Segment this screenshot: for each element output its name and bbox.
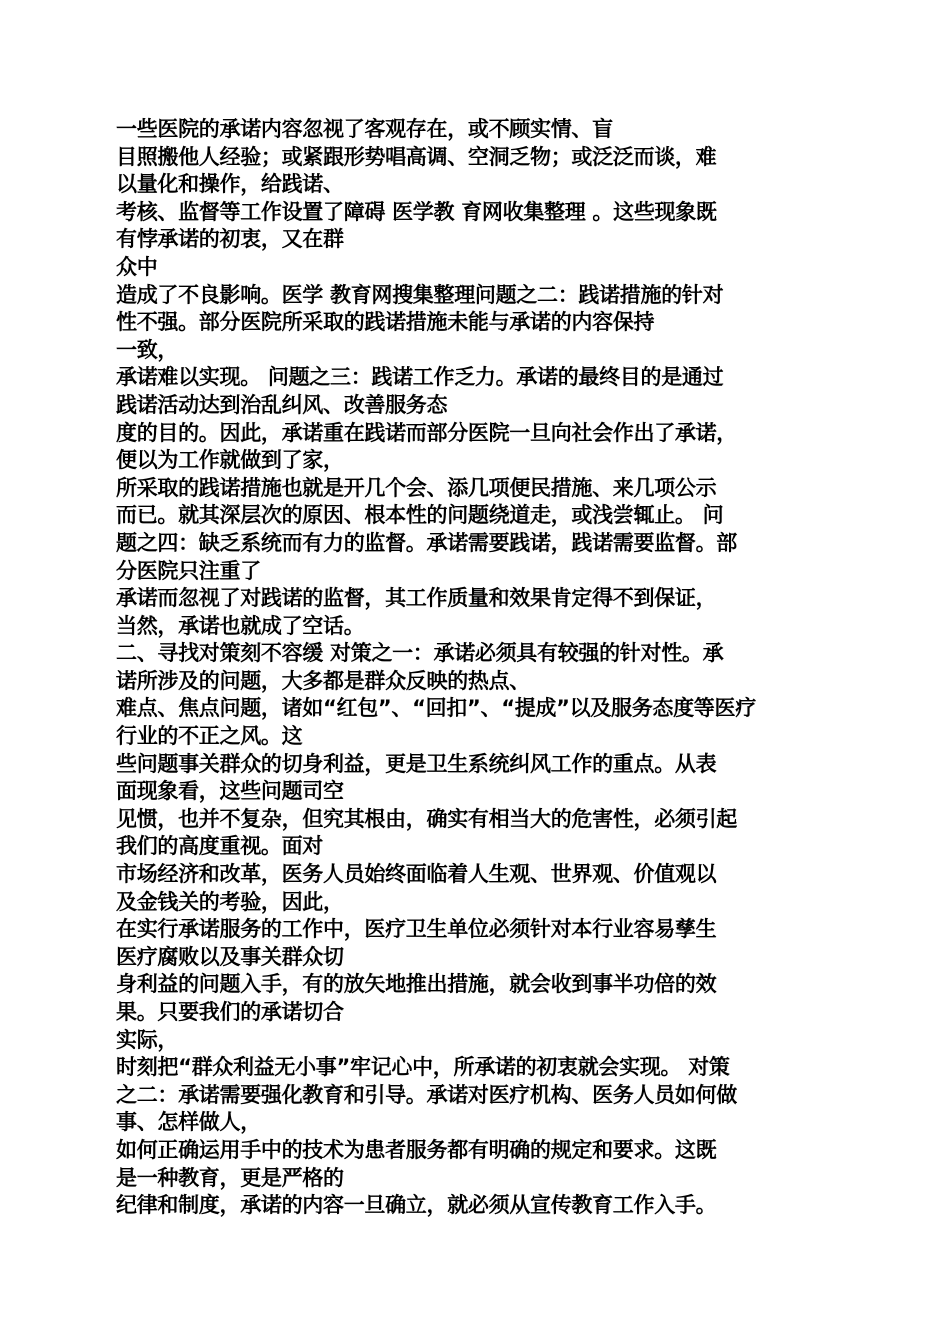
text-line: 在实行承诺服务的工作中，医疗卫生单位必须针对本行业容易孳生 (116, 917, 717, 942)
text-line: 之二：承诺需要强化教育和引导。承诺对医疗机构、医务人员如何做 (116, 1082, 737, 1107)
text-line: 果。只要我们的承诺切合 (116, 1000, 344, 1024)
text-line: 难点、焦点问题，诸如“红包”、“回扣”、“提成”以及服务态度等医疗 (116, 696, 756, 721)
text-line: 市场经济和改革，医务人员始终面临着人生观、世界观、价值观以 (116, 862, 717, 887)
text-line: 众中 (116, 254, 158, 279)
text-line: 见惯，也并不复杂，但究其根由，确实有相当大的危害性，必须引起 (116, 806, 737, 831)
text-line: 纪律和制度，承诺的内容一旦确立，就必须从宣传教育工作入手。 (116, 1193, 717, 1218)
text-line: 承诺难以实现。 问题之三：践诺工作乏力。承诺的最终目的是通过 (116, 365, 724, 390)
text-line: 二、寻找对策刻不容缓 对策之一：承诺必须具有较强的针对性。承 (116, 641, 724, 666)
text-line: 事、怎样做人， (116, 1110, 261, 1135)
text-line: 造成了不良影响。医学 教育网搜集整理问题之二：践诺措施的针对 (116, 282, 724, 307)
document-body-text (116, 116, 840, 1220)
text-line: 我们的高度重视。面对 (116, 834, 323, 859)
text-line: 时刻把“群众利益无小事”牢记心中，所承诺的初衷就会实现。 对策 (116, 1055, 730, 1080)
text-line: 分医院只注重了 (116, 558, 261, 583)
text-line: 所采取的践诺措施也就是开几个会、添几项便民措施、来几项公示 (116, 475, 717, 500)
text-line: 便以为工作就做到了家， (116, 448, 344, 473)
text-line: 一致， (116, 337, 179, 362)
text-line: 性不强。部分医院所采取的践诺措施未能与承诺的内容保持 (116, 310, 655, 335)
text-line: 考核、监督等工作设置了障碍 医学教 育网收集整理 。这些现象既 (116, 199, 717, 224)
text-line: 践诺活动达到治乱纠风、改善服务态 (116, 392, 448, 417)
text-line: 诺所涉及的问题，大多都是群众反映的热点、 (116, 668, 530, 693)
text-line: 身利益的问题入手，有的放矢地推出措施，就会收到事半功倍的效 (116, 972, 717, 997)
text-line: 实际， (116, 1027, 179, 1052)
text-line: 当然，承诺也就成了空话。 (116, 613, 365, 638)
text-line: 题之四：缺乏系统而有力的监督。承诺需要践诺，践诺需要监督。部 (116, 530, 737, 555)
text-line: 以量化和操作，给践诺、 (116, 172, 344, 197)
text-line: 承诺而忽视了对践诺的监督，其工作质量和效果肯定得不到保证， (116, 586, 717, 611)
text-line: 医疗腐败以及事关群众切 (116, 944, 344, 969)
text-line: 面现象看，这些问题司空 (116, 779, 344, 804)
text-line: 如何正确运用手中的技术为患者服务都有明确的规定和要求。这既 (116, 1137, 717, 1162)
text-line: 一些医院的承诺内容忽视了客观存在，或不顾实情、盲 (116, 117, 613, 141)
text-line: 有悖承诺的初衷，又在群 (116, 227, 344, 252)
text-line: 而已。就其深层次的原因、根本性的问题绕道走，或浅尝辄止。 问 (116, 503, 724, 528)
text-line: 是一种教育，更是严格的 (116, 1165, 344, 1190)
text-line: 行业的不正之风。这 (116, 724, 303, 749)
text-line: 目照搬他人经验；或紧跟形势唱高调、空洞乏物；或泛泛而谈，难 (116, 144, 717, 169)
text-line: 些问题事关群众的切身利益，更是卫生系统纠风工作的重点。从表 (116, 751, 717, 776)
text-line: 度的目的。因此，承诺重在践诺而部分医院一旦向社会作出了承诺， (116, 420, 737, 445)
text-line: 及金钱关的考验，因此， (116, 889, 344, 914)
